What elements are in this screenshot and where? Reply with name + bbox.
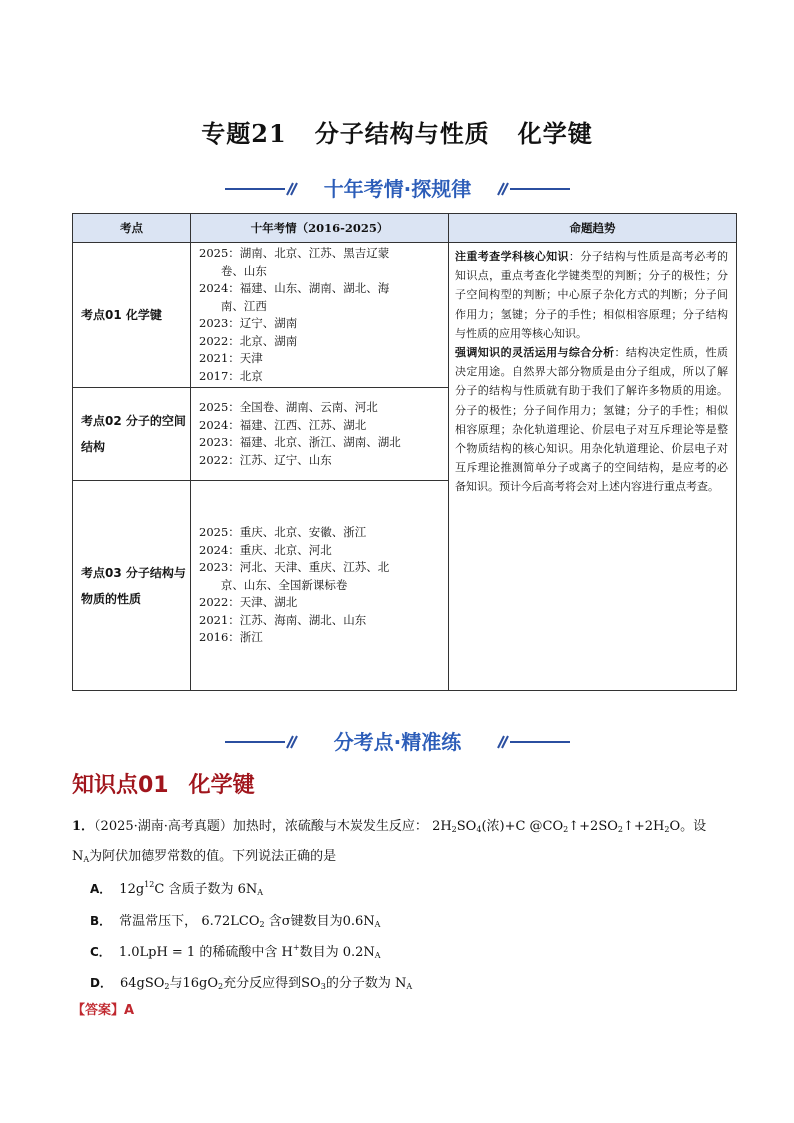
- banner-line-right: [510, 741, 570, 743]
- title-topic: 分子结构与性质: [314, 119, 490, 148]
- year-line: 京、山东、全国新课标卷: [199, 577, 348, 592]
- year-line: 南、江西: [199, 298, 267, 313]
- header-kp: 考点: [73, 214, 191, 243]
- year-line: 2021：天津: [199, 351, 263, 365]
- year-line: 2024：重庆、北京、河北: [199, 542, 332, 557]
- section-banner-trends: [225, 174, 570, 204]
- reaction-equation: $2H_2SO_4$(浓)+C $@CO_2↑+2SO_2↑+2H_2O$: [432, 819, 681, 834]
- option-label: B．: [90, 914, 112, 928]
- banner-stripes-left-icon: [285, 182, 299, 196]
- option-formula: $6.72LCO_2$: [201, 914, 265, 929]
- question-stem-line2: [72, 845, 336, 872]
- year-line: 2023：福建、北京、浙江、湖南、湖北: [199, 435, 401, 449]
- question-number: 1．: [72, 819, 95, 834]
- option-text: 的稀硫酸中含: [199, 945, 278, 960]
- kp-cell: 考点03 分子结构与物质的性质: [73, 481, 191, 691]
- answer: [72, 999, 134, 1018]
- option-b[interactable]: [90, 910, 380, 929]
- year-line: 2025：重庆、北京、安徽、浙江: [199, 525, 367, 540]
- table-row: [73, 243, 737, 388]
- option-formula: $N_A$: [394, 976, 413, 991]
- avogadro-symbol: $N_A$: [72, 849, 90, 864]
- trend-cell: [449, 243, 737, 691]
- banner-line-left: [225, 741, 285, 743]
- year-line: 2025：湖南、北京、江苏、黑吉辽蒙: [199, 246, 390, 260]
- banner-stripes-right-icon: [496, 182, 510, 196]
- trend-body-2: ：结构决定性质，性质决定用途。自然界大部分物质是由分子组成，所以了解分子的结构与性质就有助于我们了解许多物质的用途。分子的极性；分子间作用力；氢键；分子的手性；相似相容原理；杂化轨道理论、价层电子对互斥理论等是整个物质结构的核心知识。用杂化轨道理论、价层电子对互斥理论推测简单分子或离子的空间结构，是应考的必备知识。预计今后高考将会对上述内容进行重点考查。: [455, 346, 729, 494]
- trend-head-1: 注重考查学科核心知识: [455, 250, 569, 263]
- option-text: 的分子数为: [325, 976, 391, 991]
- question-stem: [72, 815, 732, 842]
- years-cell: [191, 243, 449, 388]
- answer-value: A: [124, 1003, 135, 1018]
- knowledge-point-number: 知识点01: [72, 773, 169, 798]
- option-label: C．: [90, 945, 111, 959]
- year-line: 2022：天津、湖北: [199, 595, 298, 610]
- option-d[interactable]: [90, 972, 412, 991]
- year-line: 2022：北京、湖南: [199, 333, 298, 348]
- banner-stripes-left-icon: [285, 735, 299, 749]
- year-line: 2023：河北、天津、重庆、江苏、北: [199, 560, 390, 575]
- option-a[interactable]: [90, 878, 263, 897]
- banner-stripes-right-icon: [496, 735, 510, 749]
- option-text: 数目为: [299, 945, 339, 960]
- exam-overview-table: [72, 213, 737, 691]
- option-text: 充分反应得到: [223, 976, 302, 991]
- year-line: 2022：江苏、辽宁、山东: [199, 452, 332, 467]
- option-formula: H+: [281, 943, 300, 960]
- year-line: 2017：北京: [199, 368, 263, 383]
- trend-head-2: 强调知识的灵活运用与综合分析: [455, 346, 615, 360]
- year-line: 2024：福建、山东、湖南、湖北、海: [199, 281, 390, 295]
- banner-title: 十年考情·探规律: [323, 177, 472, 201]
- header-trend: 命题趋势: [449, 214, 737, 243]
- option-text: 与: [169, 976, 183, 991]
- document-title: [0, 114, 794, 149]
- year-line: 2024：福建、江西、江苏、湖北: [199, 417, 367, 432]
- answer-label: 【答案】: [72, 1003, 125, 1018]
- option-label: A．: [90, 882, 112, 896]
- trend-paragraph-2: [455, 343, 728, 497]
- question-stem-part1: 加热时，浓硫酸与木炭发生反应：: [232, 819, 428, 834]
- option-formula: $16gO_2$: [182, 976, 224, 991]
- knowledge-point-name: 化学键: [188, 773, 255, 798]
- title-suffix: 化学键: [517, 119, 593, 148]
- knowledge-point-title: [72, 768, 255, 799]
- years-cell: [191, 388, 449, 481]
- option-text: 含σ键数目为: [268, 914, 343, 929]
- option-formula: 1.0LpH = 1: [118, 945, 196, 960]
- kp-cell: 考点02 分子的空间结构: [73, 388, 191, 481]
- year-line: 2023：辽宁、湖南: [199, 316, 298, 330]
- year-line: 2021：江苏、海南、湖北、山东: [199, 612, 367, 627]
- option-label: D．: [90, 976, 112, 990]
- year-line: 2025：全国卷、湖南、云南、河北: [199, 400, 378, 414]
- option-a-formula: $12g^{12}C$ 含质子数为 $6N_A$: [119, 880, 263, 897]
- question-source: （2025·湖南·高考真题）: [94, 819, 233, 834]
- table-header-row: [73, 214, 737, 243]
- trend-body-1: ：分子结构与性质是高考必考的知识点，重点考查化学键类型的判断；分子的极性；分子空间构型的判断；中心原子杂化方式的判断；分子间作用力；氢键；分子的手性；相似相容原理；分子结构与性质的应用等核心知识。: [455, 250, 729, 340]
- banner-title: 分考点·精准练: [333, 730, 462, 754]
- banner-line-left: [225, 188, 285, 190]
- option-formula: $SO_3$: [301, 976, 326, 991]
- header-years: 十年考情（2016-2025）: [191, 214, 449, 243]
- year-line: 卷、山东: [199, 263, 267, 278]
- option-text: 常温常压下，: [119, 914, 198, 929]
- option-formula: $0.2N_A$: [342, 945, 381, 960]
- option-c[interactable]: [90, 941, 381, 960]
- section-banner-practice: [225, 727, 570, 757]
- question-stem-part3: 为阿伏加德罗常数的值。下列说法正确的是: [89, 849, 337, 864]
- trend-paragraph-1: [455, 247, 728, 343]
- years-cell: [191, 481, 449, 691]
- option-formula: $0.6N_A$: [342, 914, 381, 929]
- option-formula: 64gSO$_2$: [119, 976, 170, 991]
- question-stem-part2: 。设: [680, 819, 707, 834]
- banner-line-right: [510, 188, 570, 190]
- title-prefix: 专题21: [201, 119, 287, 148]
- year-line: 2016：浙江: [199, 630, 263, 645]
- kp-cell: 考点01 化学键: [73, 243, 191, 388]
